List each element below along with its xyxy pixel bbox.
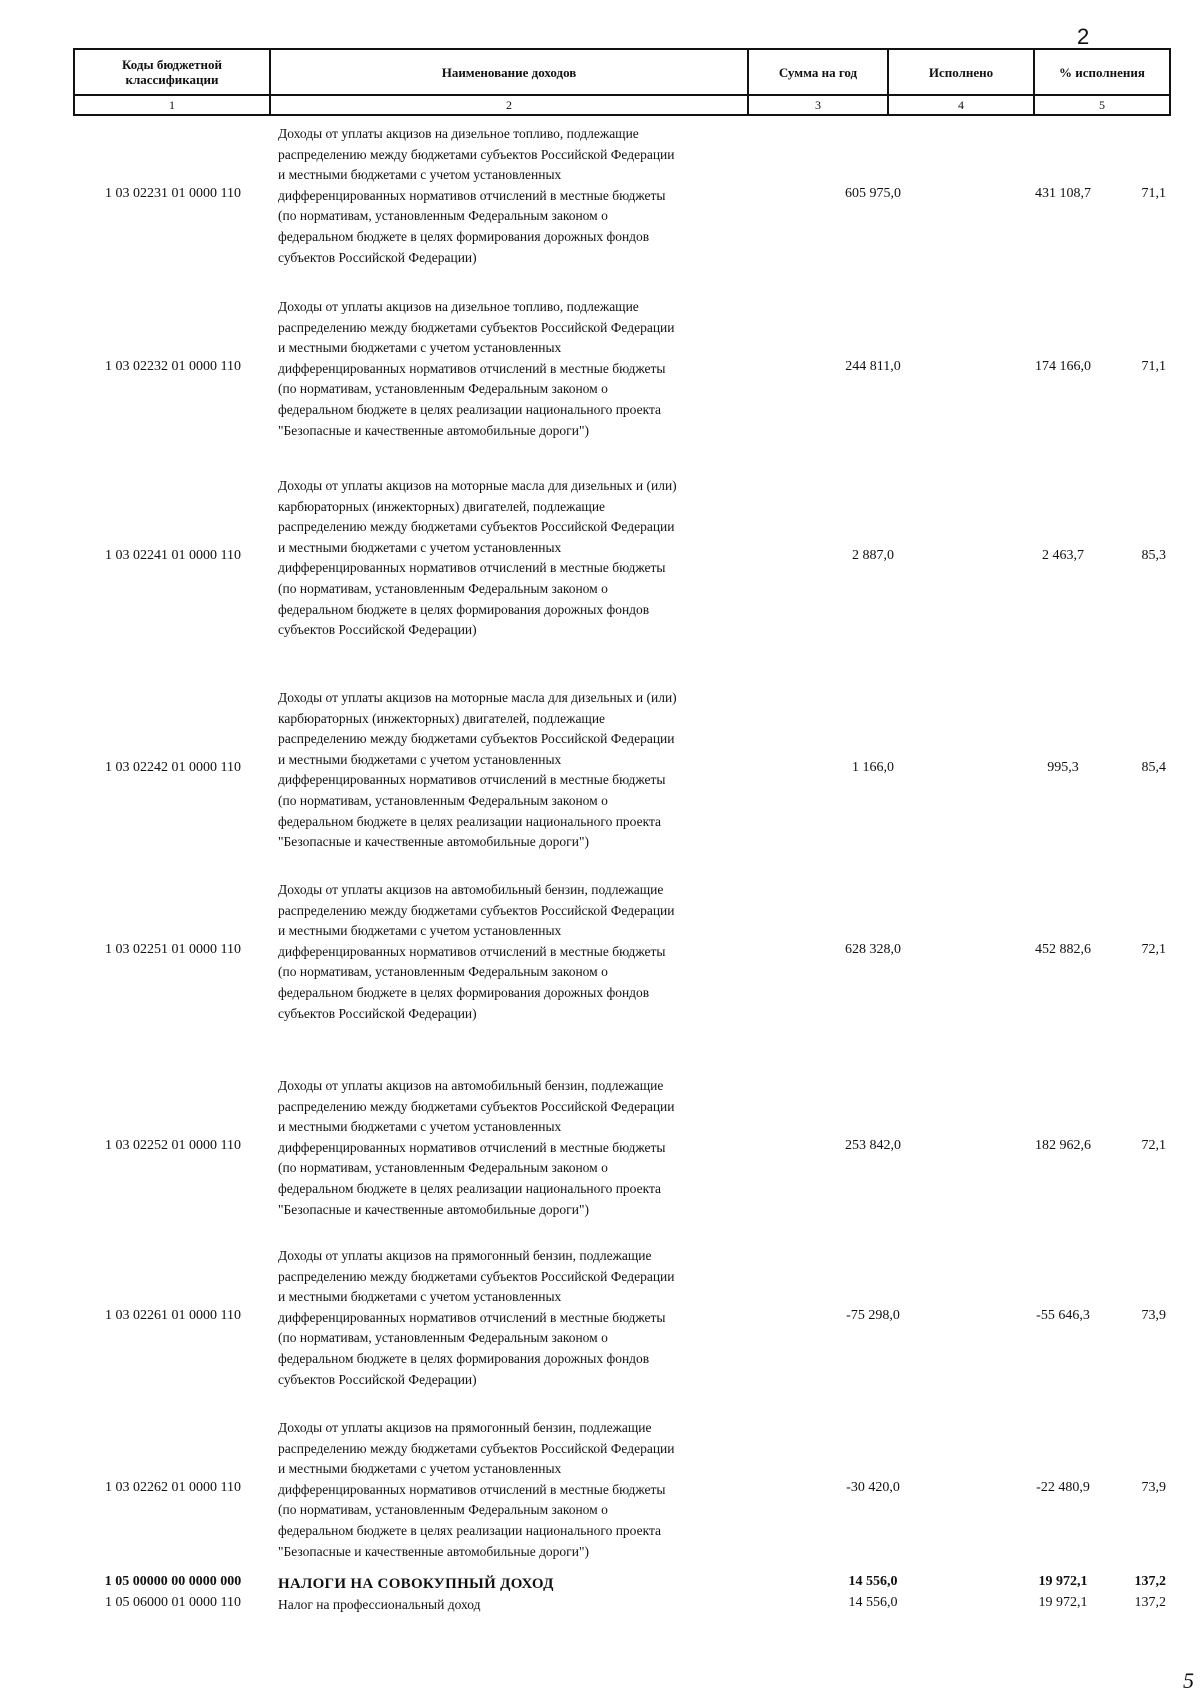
description-line: и местными бюджетами с учетом установленных: [278, 751, 562, 767]
income-description: [278, 880, 758, 1024]
description-line: Доходы от уплаты акцизов на прямогонный бензин, подлежащие: [278, 1248, 652, 1263]
execution-percent: 85,4: [1141, 760, 1166, 775]
total-executed: 19 972,1: [1038, 1574, 1088, 1589]
executed-amount: 452 882,6: [1035, 942, 1091, 957]
total-code: 1 05 00000 00 0000 000: [104, 1574, 242, 1589]
execution-percent: 85,3: [1141, 548, 1166, 563]
header-budget-codes: Коды бюджетной классификации: [74, 49, 270, 95]
annual-amount: 605 975,0: [845, 186, 901, 201]
description-line: субъектов Российской Федерации): [278, 1005, 477, 1021]
description-line: субъектов Российской Федерации): [278, 622, 477, 638]
budget-code: 1 03 02232 01 0000 110: [105, 359, 241, 374]
description-line: федеральном бюджете в целях формирования дорожных фондов: [278, 984, 650, 1000]
description-line: и местными бюджетами с учетом установленных: [278, 167, 562, 183]
description-line: Доходы от уплаты акцизов на дизельное топливо, подлежащие: [278, 299, 639, 314]
subtotal-executed: 19 972,1: [1038, 1595, 1088, 1610]
total-row: [73, 1574, 1169, 1594]
total-amount: 14 556,0: [848, 1574, 898, 1589]
corner-mark: 5: [1183, 1668, 1194, 1693]
income-description: [278, 1246, 758, 1390]
budget-code: 1 03 02242 01 0000 110: [105, 760, 241, 775]
description-line: (по нормативам, установленным Федеральным законом о: [278, 381, 608, 397]
executed-amount: 2 463,7: [1042, 548, 1084, 563]
total-percent: 137,2: [1134, 1574, 1166, 1589]
description-line: распределению между бюджетами субъектов Российской Федерации: [278, 1440, 675, 1456]
subtotal-name: Налог на профессиональный доход: [278, 1597, 481, 1612]
income-description: [278, 476, 758, 641]
description-line: (по нормативам, установленным Федеральным законом о: [278, 1502, 608, 1518]
annual-amount: -30 420,0: [846, 1480, 900, 1495]
description-line: "Безопасные и качественные автомобильные дороги"): [278, 422, 589, 438]
header-annual-sum: Сумма на год: [748, 49, 888, 95]
executed-amount: 431 108,7: [1035, 186, 1091, 201]
description-line: дифференцированных нормативов отчислений в местные бюджеты: [278, 360, 666, 376]
income-description: [278, 297, 758, 441]
description-line: карбюраторных (инжекторных) двигателей, подлежащие: [278, 498, 606, 514]
description-line: и местными бюджетами с учетом установленных: [278, 1289, 562, 1305]
description-line: федеральном бюджете в целях формирования дорожных фондов: [278, 601, 650, 617]
description-line: Доходы от уплаты акцизов на прямогонный бензин, подлежащие: [278, 1420, 652, 1435]
description-line: и местными бюджетами с учетом установленных: [278, 340, 562, 356]
income-description: [278, 688, 758, 853]
description-line: Доходы от уплаты акцизов на автомобильный бензин, подлежащие: [278, 882, 664, 897]
annual-amount: 244 811,0: [845, 359, 901, 374]
description-line: Доходы от уплаты акцизов на моторные масла для дизельных и (или): [278, 478, 677, 493]
description-line: субъектов Российской Федерации): [278, 1371, 477, 1387]
execution-percent: 72,1: [1141, 942, 1166, 957]
executed-amount: -22 480,9: [1036, 1480, 1090, 1495]
description-line: субъектов Российской Федерации): [278, 249, 477, 265]
subtotal-row: [73, 1595, 1169, 1615]
budget-code: 1 03 02261 01 0000 110: [105, 1308, 241, 1323]
execution-percent: 72,1: [1141, 1138, 1166, 1153]
header-num-2: 2: [270, 95, 748, 115]
execution-percent: 73,9: [1141, 1480, 1166, 1495]
executed-amount: 182 962,6: [1035, 1138, 1091, 1153]
description-line: распределению между бюджетами субъектов Российской Федерации: [278, 146, 675, 162]
description-line: (по нормативам, установленным Федеральным законом о: [278, 580, 608, 596]
execution-percent: 71,1: [1141, 359, 1166, 374]
description-line: и местными бюджетами с учетом установленных: [278, 923, 562, 939]
executed-amount: 174 166,0: [1035, 359, 1091, 374]
description-line: распределению между бюджетами субъектов Российской Федерации: [278, 731, 675, 747]
executed-amount: -55 646,3: [1036, 1308, 1090, 1323]
budget-code: 1 03 02251 01 0000 110: [105, 942, 241, 957]
income-description: [278, 1076, 758, 1220]
annual-amount: 2 887,0: [852, 548, 894, 563]
description-line: дифференцированных нормативов отчислений в местные бюджеты: [278, 560, 666, 576]
description-line: федеральном бюджете в целях формирования дорожных фондов: [278, 228, 650, 244]
income-description: [278, 124, 758, 268]
description-line: Доходы от уплаты акцизов на автомобильный бензин, подлежащие: [278, 1078, 664, 1093]
budget-code: 1 03 02262 01 0000 110: [105, 1480, 241, 1495]
header-num-5: 5: [1034, 95, 1170, 115]
description-line: Доходы от уплаты акцизов на моторные масла для дизельных и (или): [278, 690, 677, 705]
total-name: НАЛОГИ НА СОВОКУПНЫЙ ДОХОД: [278, 1576, 554, 1592]
description-line: дифференцированных нормативов отчислений в местные бюджеты: [278, 1139, 666, 1155]
description-line: дифференцированных нормативов отчислений в местные бюджеты: [278, 1481, 666, 1497]
header-percent: % исполнения: [1034, 49, 1170, 95]
description-line: "Безопасные и качественные автомобильные дороги"): [278, 834, 589, 850]
header-num-3: 3: [748, 95, 888, 115]
header-income-name: Наименование доходов: [270, 49, 748, 95]
description-line: федеральном бюджете в целях реализации национального проекта: [278, 401, 662, 417]
annual-amount: 1 166,0: [852, 760, 894, 775]
description-line: "Безопасные и качественные автомобильные дороги"): [278, 1201, 589, 1217]
description-line: распределению между бюджетами субъектов Российской Федерации: [278, 319, 675, 335]
budget-code: 1 03 02231 01 0000 110: [105, 186, 241, 201]
description-line: и местными бюджетами с учетом установленных: [278, 539, 562, 555]
description-line: (по нормативам, установленным Федеральным законом о: [278, 208, 608, 224]
header-executed: Исполнено: [888, 49, 1034, 95]
annual-amount: 628 328,0: [845, 942, 901, 957]
executed-amount: 995,3: [1047, 760, 1079, 775]
subtotal-amount: 14 556,0: [848, 1595, 898, 1610]
description-line: (по нормативам, установленным Федеральным законом о: [278, 792, 608, 808]
description-line: федеральном бюджете в целях реализации национального проекта: [278, 813, 662, 829]
annual-amount: 253 842,0: [845, 1138, 901, 1153]
description-line: дифференцированных нормативов отчислений в местные бюджеты: [278, 1309, 666, 1325]
description-line: федеральном бюджете в целях формирования дорожных фондов: [278, 1350, 650, 1366]
description-line: дифференцированных нормативов отчислений в местные бюджеты: [278, 187, 666, 203]
description-line: и местными бюджетами с учетом установленных: [278, 1461, 562, 1477]
header-num-1: 1: [74, 95, 270, 115]
description-line: Доходы от уплаты акцизов на дизельное топливо, подлежащие: [278, 126, 639, 141]
description-line: и местными бюджетами с учетом установленных: [278, 1119, 562, 1135]
income-description: [278, 1418, 758, 1562]
description-line: дифференцированных нормативов отчислений в местные бюджеты: [278, 772, 666, 788]
execution-percent: 73,9: [1141, 1308, 1166, 1323]
description-line: карбюраторных (инжекторных) двигателей, подлежащие: [278, 710, 606, 726]
table-header: [73, 48, 1171, 116]
description-line: (по нормативам, установленным Федеральным законом о: [278, 964, 608, 980]
description-line: федеральном бюджете в целях реализации национального проекта: [278, 1522, 662, 1538]
description-line: распределению между бюджетами субъектов Российской Федерации: [278, 1268, 675, 1284]
subtotal-code: 1 05 06000 01 0000 110: [105, 1595, 241, 1610]
description-line: "Безопасные и качественные автомобильные дороги"): [278, 1543, 589, 1559]
execution-percent: 71,1: [1141, 186, 1166, 201]
description-line: федеральном бюджете в целях реализации национального проекта: [278, 1180, 662, 1196]
description-line: (по нормативам, установленным Федеральным законом о: [278, 1160, 608, 1176]
subtotal-percent: 137,2: [1134, 1595, 1166, 1610]
budget-code: 1 03 02241 01 0000 110: [105, 548, 241, 563]
page-number: 2: [1077, 24, 1090, 49]
description-line: (по нормативам, установленным Федеральным законом о: [278, 1330, 608, 1346]
budget-code: 1 03 02252 01 0000 110: [105, 1138, 241, 1153]
description-line: дифференцированных нормативов отчислений в местные бюджеты: [278, 943, 666, 959]
description-line: распределению между бюджетами субъектов Российской Федерации: [278, 902, 675, 918]
annual-amount: -75 298,0: [846, 1308, 900, 1323]
description-line: распределению между бюджетами субъектов Российской Федерации: [278, 1098, 675, 1114]
description-line: распределению между бюджетами субъектов Российской Федерации: [278, 519, 675, 535]
header-num-4: 4: [888, 95, 1034, 115]
